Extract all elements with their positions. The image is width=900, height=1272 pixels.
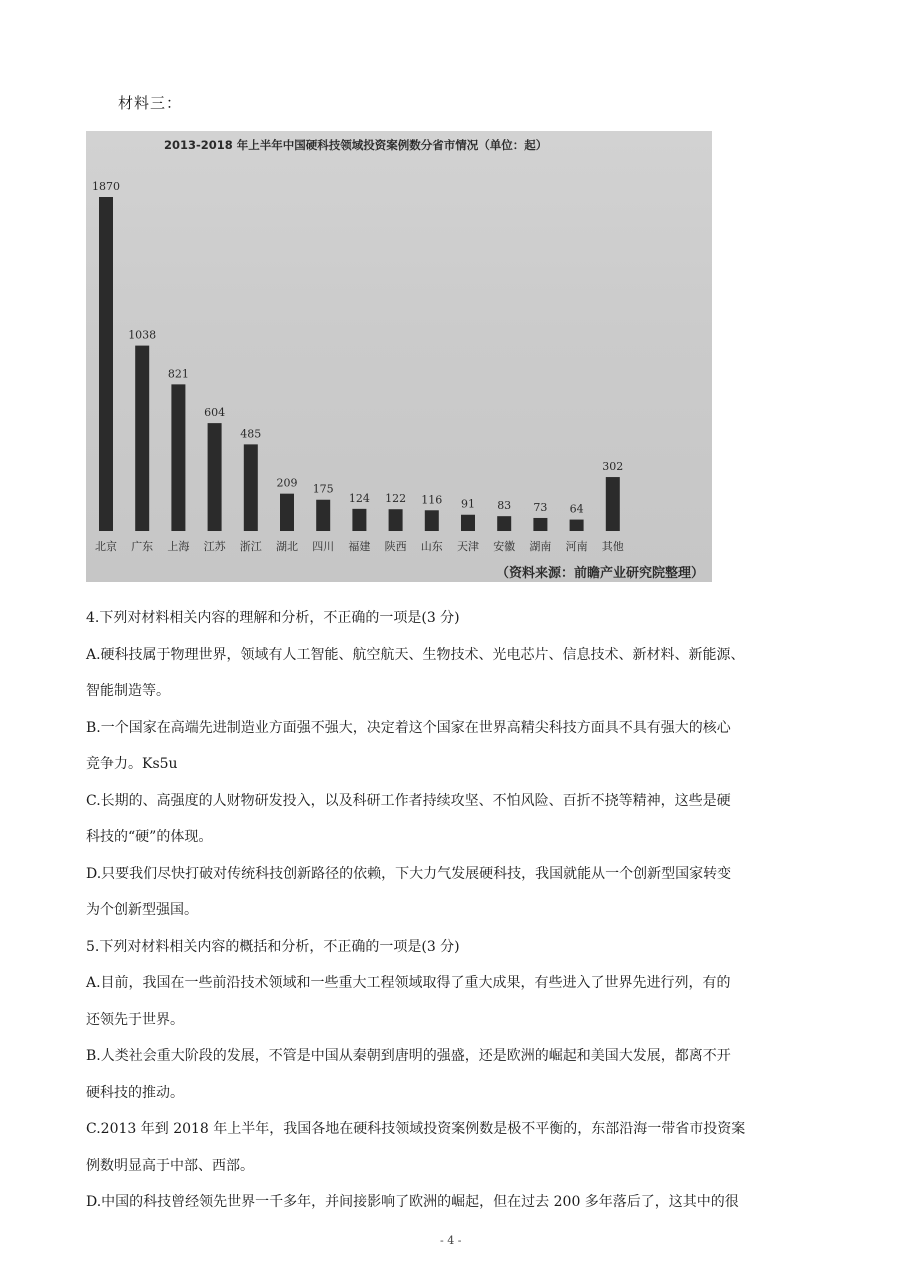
bar-11 bbox=[497, 516, 511, 531]
option-line: 硬科技的推动。 bbox=[86, 1084, 184, 1101]
value-label-2: 821 bbox=[167, 367, 189, 381]
option-line: 竞争力。Ks5u bbox=[86, 756, 178, 772]
value-label-4: 485 bbox=[240, 427, 262, 441]
option-line: B.一个国家在高端先进制造业方面强不强大，决定着这个国家在世界高精尖科技方面具不具有强大的核心 bbox=[86, 719, 731, 736]
bar-3 bbox=[208, 423, 222, 531]
value-label-12: 73 bbox=[533, 500, 548, 514]
category-label-4: 浙江 bbox=[239, 540, 262, 553]
bar-5 bbox=[280, 494, 294, 531]
chart-title: 2013-2018 年上半年中国硬科技领域投资案例数分省市情况（单位：起） bbox=[164, 138, 548, 152]
option-c bbox=[86, 783, 826, 856]
question-4 bbox=[86, 600, 826, 929]
value-label-11: 83 bbox=[497, 499, 512, 513]
value-label-3: 604 bbox=[204, 406, 226, 420]
bar-13 bbox=[570, 520, 584, 531]
bars-group bbox=[92, 180, 624, 553]
question-stem: 5.下列对材料相关内容的概括和分析，不正确的一项是(3 分) bbox=[86, 938, 460, 955]
question-5 bbox=[86, 929, 826, 1221]
option-b bbox=[86, 710, 826, 783]
option-line: B.人类社会重大阶段的发展，不管是中国从秦朝到唐明的强盛，还是欧洲的崛起和美国大发展，都离不开 bbox=[86, 1048, 731, 1064]
bar-2 bbox=[171, 384, 185, 531]
category-label-3: 江苏 bbox=[203, 540, 226, 553]
option-d bbox=[86, 1184, 826, 1221]
bar-chart bbox=[86, 131, 712, 582]
option-a bbox=[86, 637, 826, 710]
value-label-8: 122 bbox=[385, 492, 407, 506]
value-label-13: 64 bbox=[569, 502, 584, 516]
page-number: - 4 - bbox=[440, 1234, 462, 1247]
value-label-14: 302 bbox=[602, 460, 624, 474]
category-label-0: 北京 bbox=[95, 540, 117, 553]
option-line: 智能制造等。 bbox=[86, 683, 170, 699]
bar-9 bbox=[425, 510, 439, 531]
bar-14 bbox=[606, 477, 620, 531]
option-line: A.目前，我国在一些前沿技术领域和一些重大工程领域取得了重大成果，有些进入了世界先进行列，有的 bbox=[86, 975, 731, 991]
value-label-7: 124 bbox=[348, 491, 370, 505]
category-label-6: 四川 bbox=[312, 540, 335, 553]
value-label-5: 209 bbox=[276, 476, 298, 490]
bar-0 bbox=[99, 197, 113, 531]
chart-source: （资料来源：前瞻产业研究院整理） bbox=[495, 566, 704, 581]
option-line: A.硬科技属于物理世界，领域有人工智能、航空航天、生物技术、光电芯片、信息技术、新材料、新能源、 bbox=[86, 646, 745, 663]
category-label-5: 湖北 bbox=[276, 540, 298, 553]
option-line: 还领先于世界。 bbox=[86, 1011, 184, 1028]
bar-1 bbox=[135, 346, 149, 531]
question-stem: 4.下列对材料相关内容的理解和分析，不正确的一项是(3 分) bbox=[86, 610, 460, 626]
option-line: D.中国的科技曾经领先世界一千多年，并间接影响了欧洲的崛起，但在过去 200 多年落后了，这其中的很 bbox=[86, 1194, 739, 1210]
category-label-8: 陕西 bbox=[384, 540, 407, 553]
category-label-2: 上海 bbox=[167, 540, 190, 553]
chart-photo bbox=[86, 131, 712, 582]
value-label-6: 175 bbox=[312, 482, 334, 496]
category-label-14: 其他 bbox=[601, 540, 624, 553]
bar-4 bbox=[244, 444, 258, 531]
option-b bbox=[86, 1038, 826, 1111]
category-label-12: 湖南 bbox=[529, 540, 552, 553]
category-label-7: 福建 bbox=[348, 540, 371, 553]
value-label-1: 1038 bbox=[128, 328, 157, 342]
option-line: C.长期的、高强度的人财物研发投入，以及科研工作者持续攻坚、不怕风险、百折不挠等精神，这些是硬 bbox=[86, 792, 731, 809]
option-line: 为个创新型强国。 bbox=[86, 902, 198, 918]
category-label-11: 安徽 bbox=[493, 540, 516, 553]
bar-10 bbox=[461, 515, 475, 531]
value-label-0: 1870 bbox=[92, 180, 120, 193]
material-heading: 材料三： bbox=[118, 94, 183, 112]
option-a bbox=[86, 965, 826, 1038]
bar-7 bbox=[352, 509, 366, 531]
category-label-10: 天津 bbox=[457, 540, 479, 553]
value-label-9: 116 bbox=[421, 493, 443, 507]
option-line: 科技的“硬”的体现。 bbox=[86, 829, 213, 845]
bar-12 bbox=[533, 518, 547, 531]
value-label-10: 91 bbox=[461, 497, 475, 511]
option-line: C.2013 年到 2018 年上半年，我国各地在硬科技领域投资案例数是极不平衡的，东部沿海一带省市投资案 bbox=[86, 1121, 746, 1137]
option-line: D.只要我们尽快打破对传统科技创新路径的依赖，下大力气发展硬科技，我国就能从一个创新型国家转变 bbox=[86, 865, 732, 882]
bar-8 bbox=[389, 509, 403, 531]
option-line: 例数明显高于中部、西部。 bbox=[86, 1157, 254, 1174]
bar-6 bbox=[316, 500, 330, 531]
category-label-13: 河南 bbox=[565, 540, 588, 553]
option-c bbox=[86, 1111, 826, 1184]
category-label-1: 广东 bbox=[131, 540, 154, 553]
option-d bbox=[86, 856, 826, 929]
questions-section bbox=[86, 600, 826, 1221]
category-label-9: 山东 bbox=[420, 540, 443, 553]
